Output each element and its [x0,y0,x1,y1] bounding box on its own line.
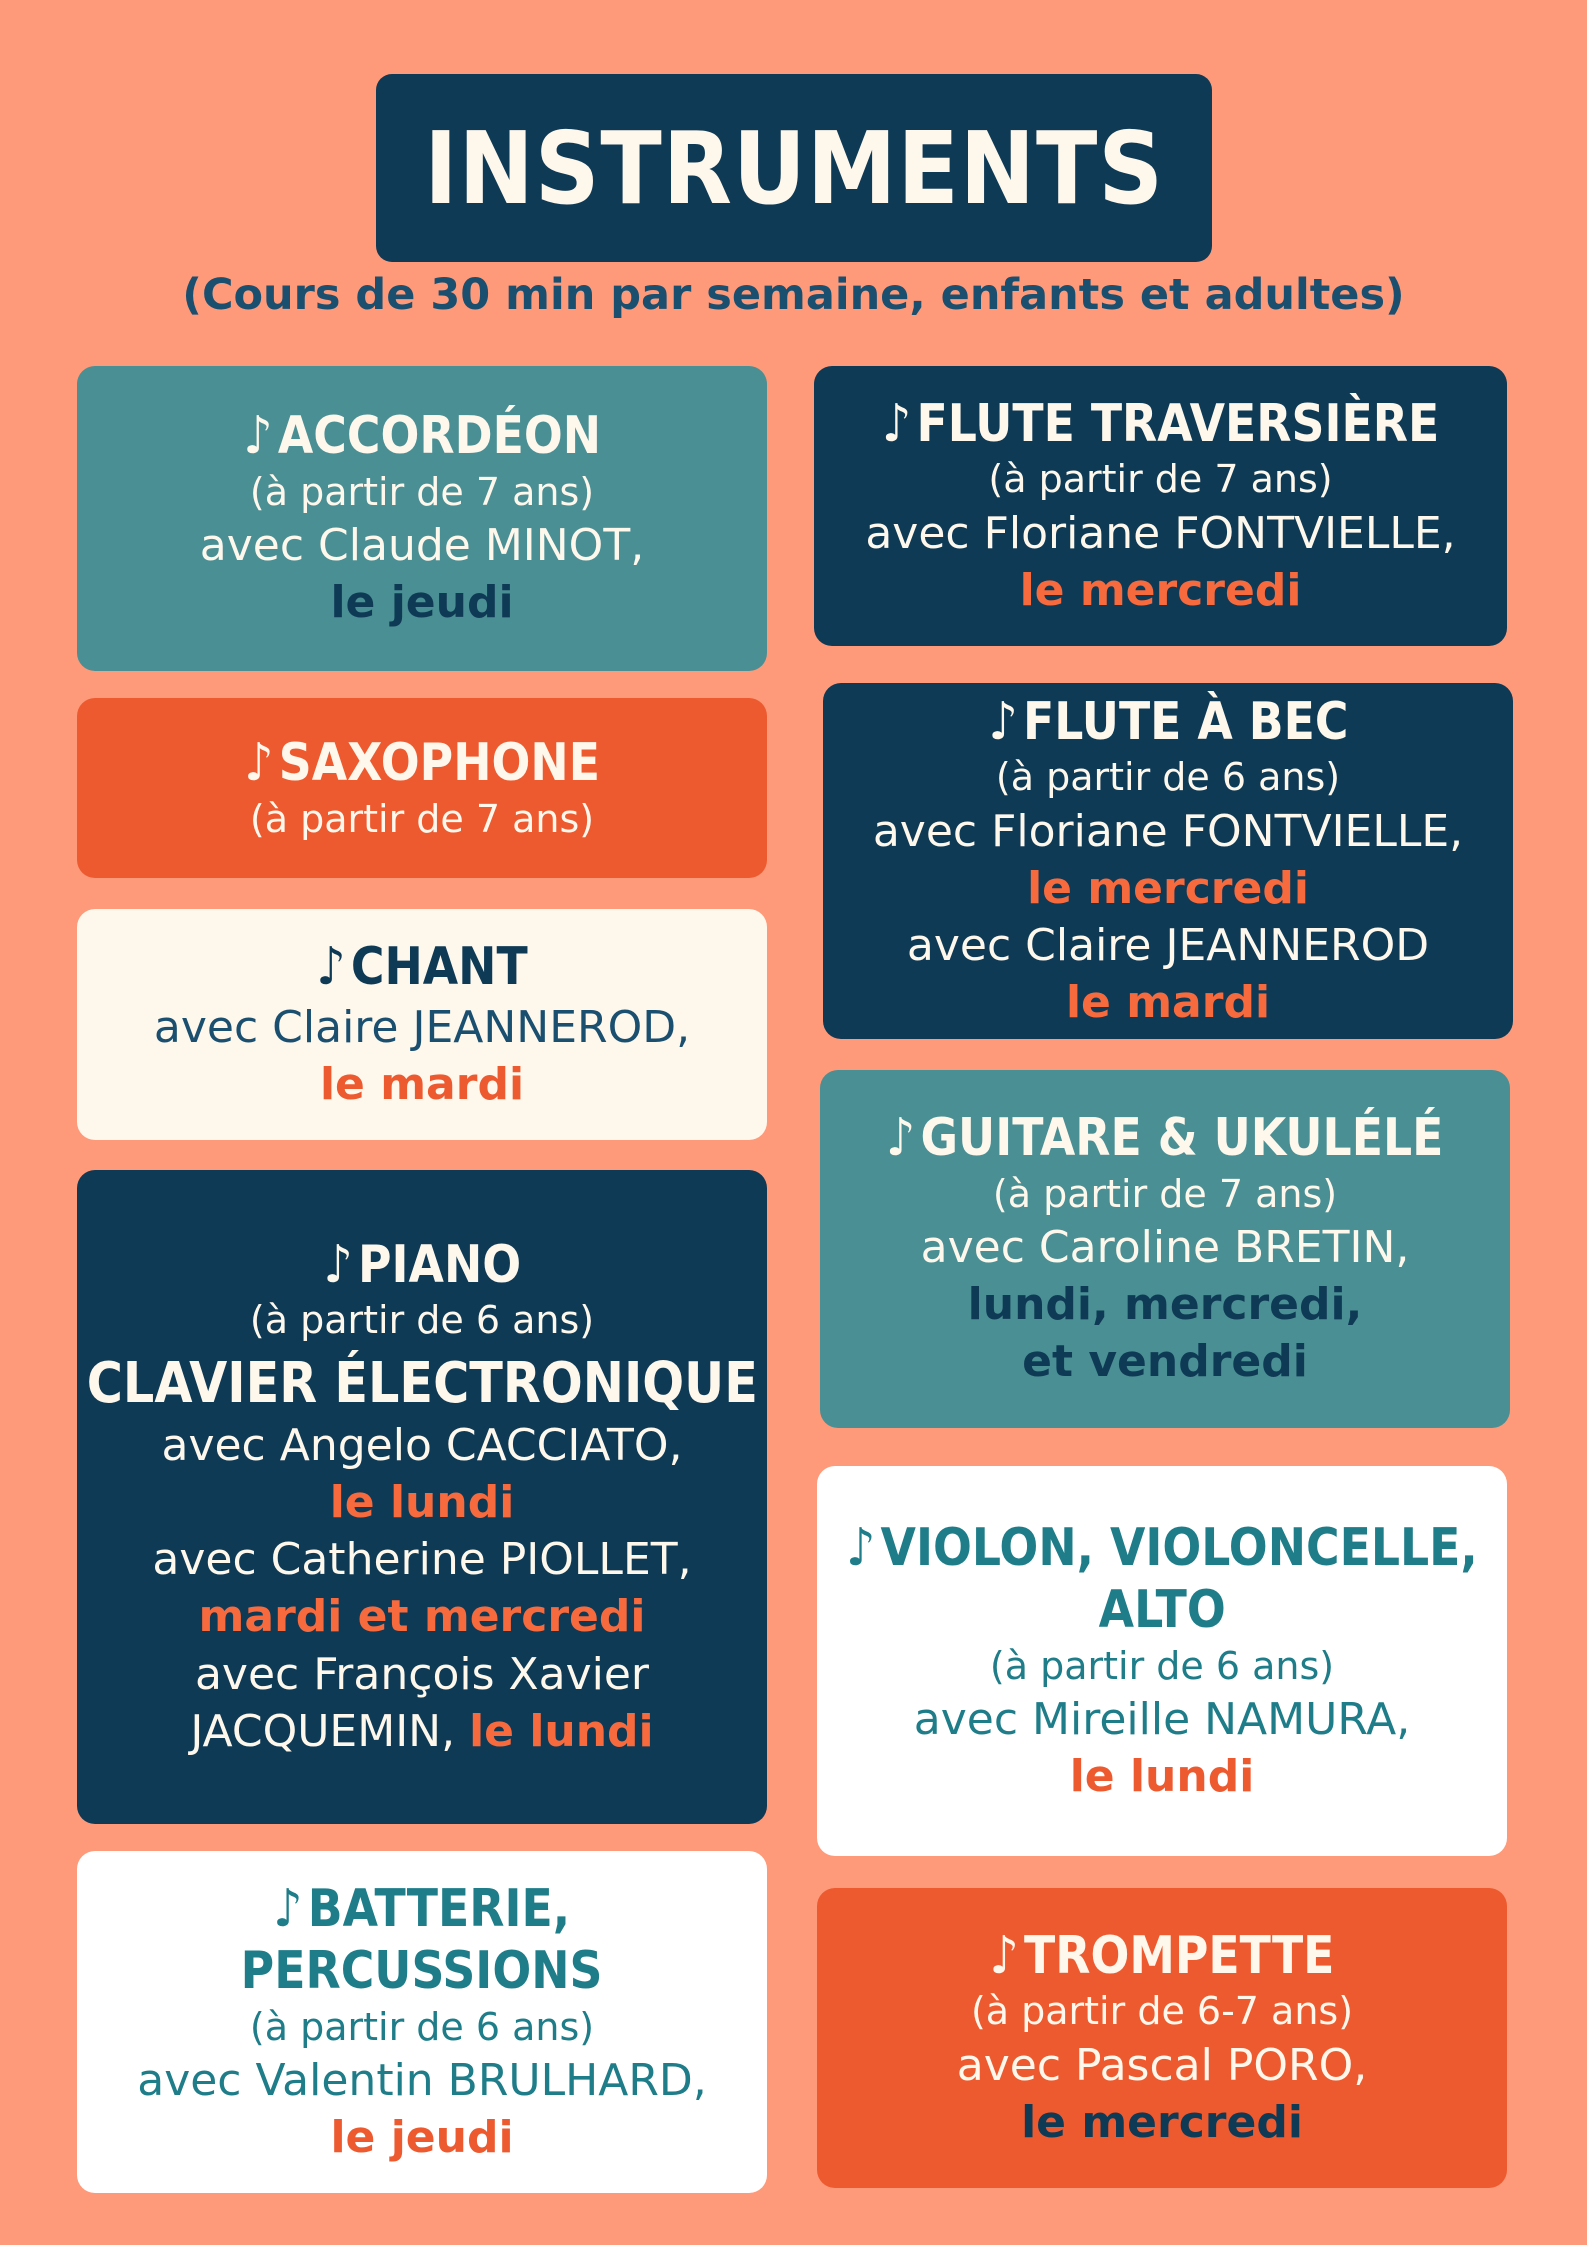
card-heading [846,1517,1478,1579]
teacher-name-line [190,1703,653,1760]
music-note-icon: ♪ [886,1108,916,1169]
card-flute-traversiere [814,366,1507,646]
card-batterie [77,1851,767,2193]
card-heading [274,1878,571,1940]
card-guitare [820,1070,1510,1428]
age-range: (à partir de 6 ans) [989,1643,1335,1688]
lesson-day: le lundi [1069,1751,1255,1803]
music-note-icon: ♪ [243,406,273,467]
instrument-name: CHANT [350,937,528,998]
teacher-name: avec Floriane FONTVIELLE, [872,805,1464,857]
lesson-day: le mercredi [1019,564,1302,616]
music-note-icon: ♪ [316,937,346,998]
music-note-icon: ♪ [323,1234,353,1295]
card-violon [817,1466,1507,1856]
teacher-name: avec Valentin BRULHARD, [137,2054,707,2106]
card-trompette [817,1888,1507,2188]
card-heading [316,936,527,998]
lesson-day: le jeudi [330,577,514,629]
teacher-name: avec Angelo CACCIATO, [161,1419,683,1471]
age-range: (à partir de 6 ans) [249,2004,595,2049]
instrument-name: FLUTE À BEC [1022,691,1348,752]
age-range: (à partir de 6 ans) [995,755,1341,800]
card-heading [243,405,601,467]
age-range: (à partir de 7 ans) [992,1171,1338,1216]
instrument-name: TROMPETTE [1024,1925,1335,1986]
card-heading [244,732,600,794]
card-heading [988,691,1348,753]
teacher-surname: JACQUEMIN, [190,1705,456,1757]
lesson-days-line2: et vendredi [1022,1336,1308,1388]
page-title: INSTRUMENTS [424,109,1164,227]
teacher-name: avec François Xavier [194,1648,650,1700]
age-range: (à partir de 7 ans) [249,796,595,841]
music-note-icon: ♪ [273,1878,303,1939]
teacher-name: avec Mireille NAMURA, [913,1693,1411,1745]
lesson-day: le jeudi [330,2112,514,2164]
card-heading [990,1925,1335,1987]
music-note-icon: ♪ [989,1925,1019,1986]
card-chant [77,909,767,1140]
instrument-name: BATTERIE, [308,1878,571,1939]
music-note-icon: ♪ [881,393,912,454]
age-range: (à partir de 6 ans) [249,1298,595,1343]
instrument-subname: CLAVIER ÉLECTRONIQUE [86,1350,758,1416]
lesson-day: le mercredi [1027,862,1309,914]
page-subtitle: (Cours de 30 min par semaine, enfants et adultes) [182,270,1405,320]
card-flute-bec [823,683,1513,1039]
instrument-name: SAXOPHONE [278,733,600,794]
lesson-day: le lundi [329,1477,515,1529]
teacher-name: avec Pascal PORO, [956,2039,1368,2091]
card-heading [323,1234,521,1296]
age-range: (à partir de 7 ans) [988,457,1333,502]
music-note-icon: ♪ [244,733,274,794]
instrument-name: VIOLON, VIOLONCELLE, [880,1517,1478,1578]
teacher-name: avec Claire JEANNEROD [906,919,1430,971]
lesson-day: le mercredi [1021,2096,1303,2148]
instrument-name: ACCORDÉON [277,406,601,467]
title-banner [376,74,1212,262]
lesson-day: le mardi [319,1058,525,1110]
instrument-name-line2: ALTO [1098,1580,1226,1641]
music-note-icon: ♪ [846,1517,876,1578]
age-range: (à partir de 7 ans) [249,469,595,514]
age-range: (à partir de 6-7 ans) [970,1989,1354,2034]
card-accordeon [77,366,767,671]
card-heading [886,1107,1443,1169]
teacher-name: avec Caroline BRETIN, [920,1222,1410,1274]
teacher-name: avec Catherine PIOLLET, [152,1534,692,1586]
instrument-name: PIANO [357,1234,521,1295]
instrument-name: FLUTE TRAVERSIÈRE [916,393,1440,454]
lesson-days: lundi, mercredi, [967,1279,1363,1331]
instrument-name: GUITARE & UKULÉLÉ [920,1108,1444,1169]
teacher-name: avec Claude MINOT, [199,520,645,572]
teacher-name: avec Claire JEANNEROD, [153,1001,691,1053]
card-saxophone [77,698,767,878]
card-heading [882,393,1439,455]
music-note-icon: ♪ [988,691,1018,752]
instrument-name-line2: PERCUSSIONS [241,1941,603,2002]
teacher-name: avec Floriane FONTVIELLE, [865,507,1456,559]
lesson-day: mardi et mercredi [198,1591,646,1643]
lesson-day: le lundi [469,1705,654,1757]
card-piano [77,1170,767,1824]
lesson-day: le mardi [1065,977,1271,1029]
